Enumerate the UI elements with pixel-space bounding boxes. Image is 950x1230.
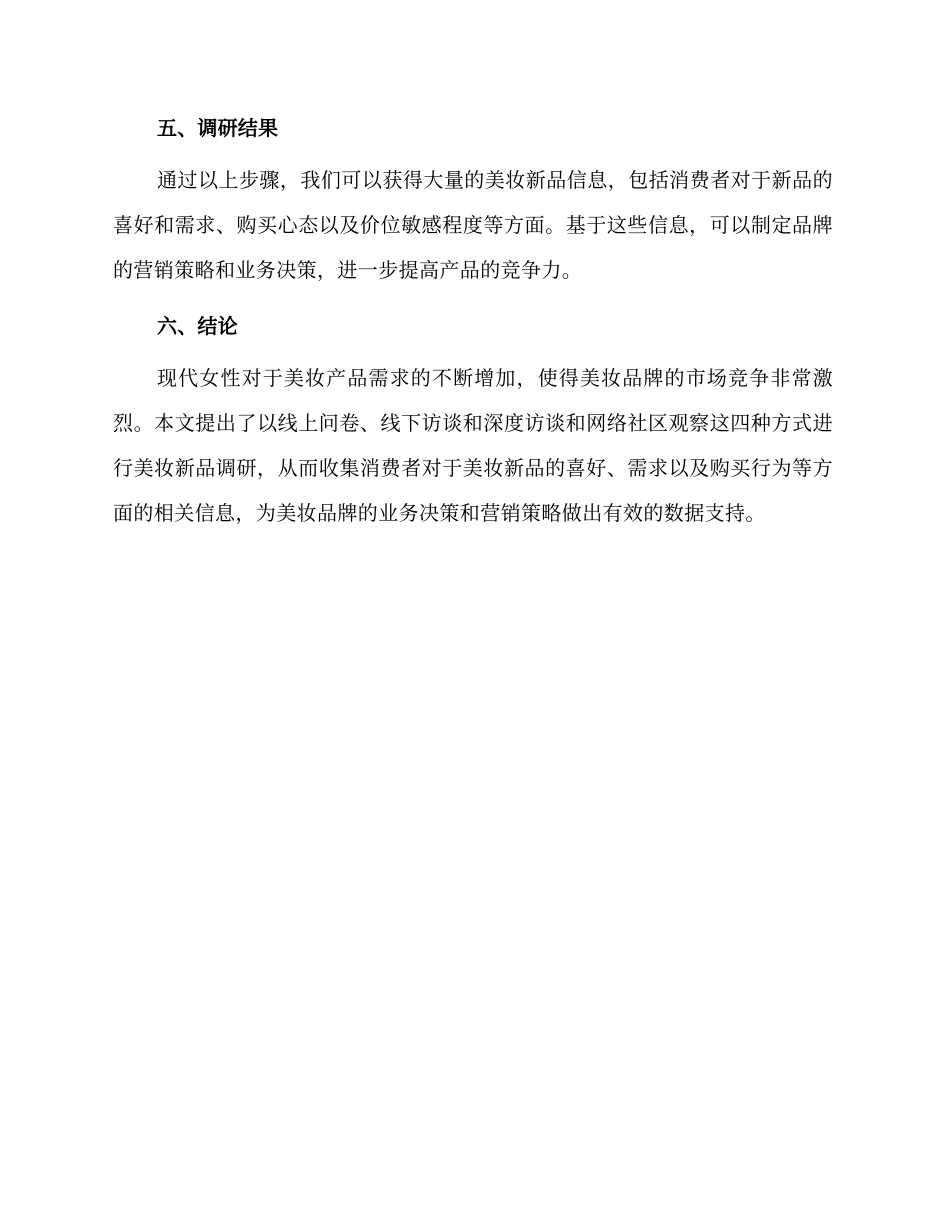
document-body (113, 112, 833, 536)
section-heading-research-results: 五、调研结果 (157, 116, 279, 140)
section-paragraph-conclusion: 现代女性对于美妆产品需求的不断增加，使得美妆品牌的市场竞争非常激烈。本文提出了以线上问卷、线下访谈和深度访谈和网络社区观察这四种方式进行美妆新品调研，从而收集消费者对于美妆新品的喜好、需求以及购买行为等方面的相关信息，为美妆品牌的业务决策和营销策略做出有效的数据支持。 (113, 366, 833, 525)
section-paragraph-research-results: 通过以上步骤，我们可以获得大量的美妆新品信息，包括消费者对于新品的喜好和需求、购买心态以及价位敏感程度等方面。基于这些信息，可以制定品牌的营销策略和业务决策，进一步提高产品的竞争力。 (113, 168, 833, 282)
section-heading-conclusion: 六、结论 (157, 314, 238, 338)
